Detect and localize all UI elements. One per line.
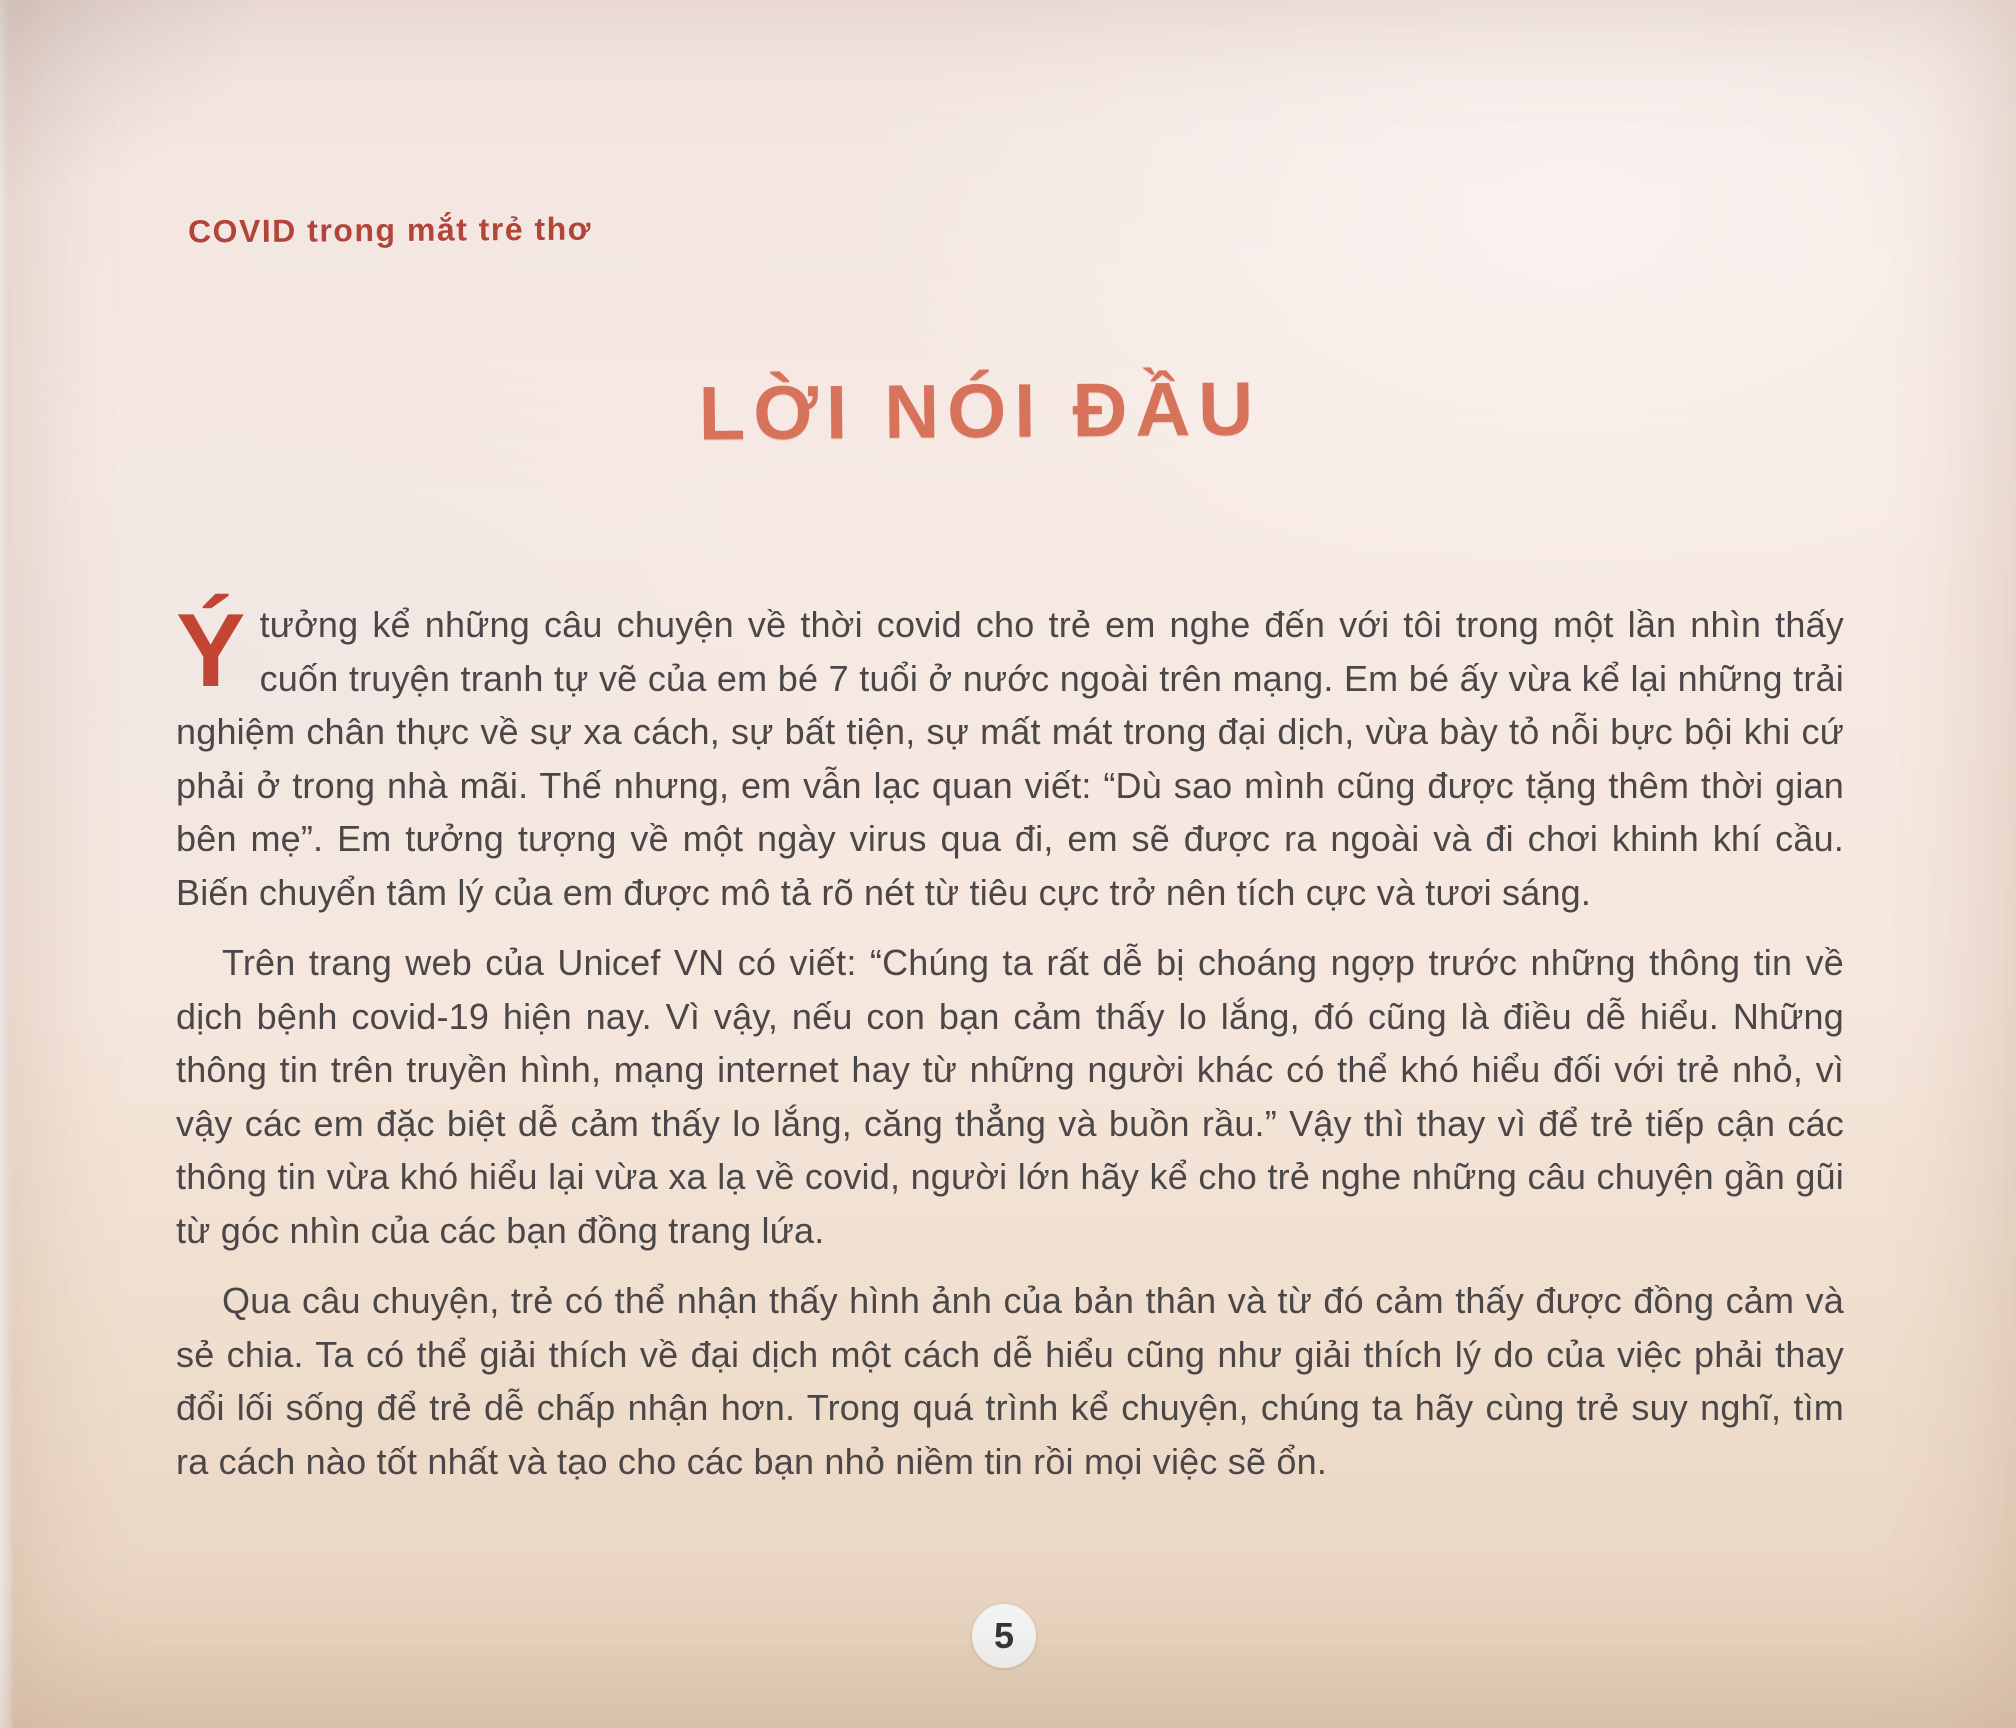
page-edge (0, 0, 14, 1728)
body-text (176, 593, 1844, 1505)
running-header: COVID trong mắt trẻ thơ (187, 210, 593, 250)
page-number-badge (972, 1604, 1036, 1668)
paragraph-3-text: Qua câu chuyện, trẻ có thể nhận thấy hình ảnh của bản thân và từ đó cảm thấy được đồng cảm và sẻ chia. Ta có thể giải thích về đại dịch một cách dễ hiểu cũng như giải thích lý do của việc phải thay đổi lối sống để trẻ dễ chấp nhận hơn. Trong quá trình kể chuyện, chúng ta hãy cùng trẻ suy nghĩ, tìm ra cách nào tốt nhất và tạo cho các bạn nhỏ niềm tin rồi mọi việc sẽ ổn. (176, 1280, 1844, 1482)
corner-shade (0, 0, 260, 200)
paragraph-2 (176, 936, 1844, 1257)
page-number: 5 (993, 1615, 1015, 1656)
drop-cap: Ý (176, 593, 246, 709)
paragraph-1-text: tưởng kể những câu chuyện về thời covid cho trẻ em nghe đến với tôi trong một lần nhìn thấy cuốn truyện tranh tự vẽ của em bé 7 tuổi ở nước ngoài trên mạng. Em bé ấy vừa kể lại những trải nghiệm chân thực về sự xa cách, sự bất tiện, sự mất mát trong đại dịch, vừa bày tỏ nỗi bực bội khi cứ phải ở trong nhà mãi. Thế nhưng, em vẫn lạc quan viết: “Dù sao mình cũng được tặng thêm thời gian bên mẹ”. Em tưởng tượng về một ngày virus qua đi, em sẽ được ra ngoài và đi chơi khinh khí cầu. Biến chuyển tâm lý của em được mô tả rõ nét từ tiêu cực trở nên tích cực và tươi sáng. (176, 604, 1844, 913)
paragraph-3 (176, 1274, 1844, 1488)
paragraph-2-text: Trên trang web của Unicef VN có viết: “Chúng ta rất dễ bị choáng ngợp trước những thông tin về dịch bệnh covid-19 hiện nay. Vì vậy, nếu con bạn cảm thấy lo lắng, đó cũng là điều dễ hiểu. Những thông tin trên truyền hình, mạng internet hay từ những người khác có thể khó hiểu đối với trẻ nhỏ, vì vậy các em đặc biệt dễ cảm thấy lo lắng, căng thẳng và buồn rầu.” Vậy thì thay vì để trẻ tiếp cận các thông tin vừa khó hiểu lại vừa xa lạ về covid, người lớn hãy kể cho trẻ nghe những câu chuyện gần gũi từ góc nhìn của các bạn đồng trang lứa. (176, 942, 1844, 1251)
paragraph-1 (176, 593, 1844, 919)
page-title: LỜI NÓI ĐẦU (698, 366, 1262, 457)
